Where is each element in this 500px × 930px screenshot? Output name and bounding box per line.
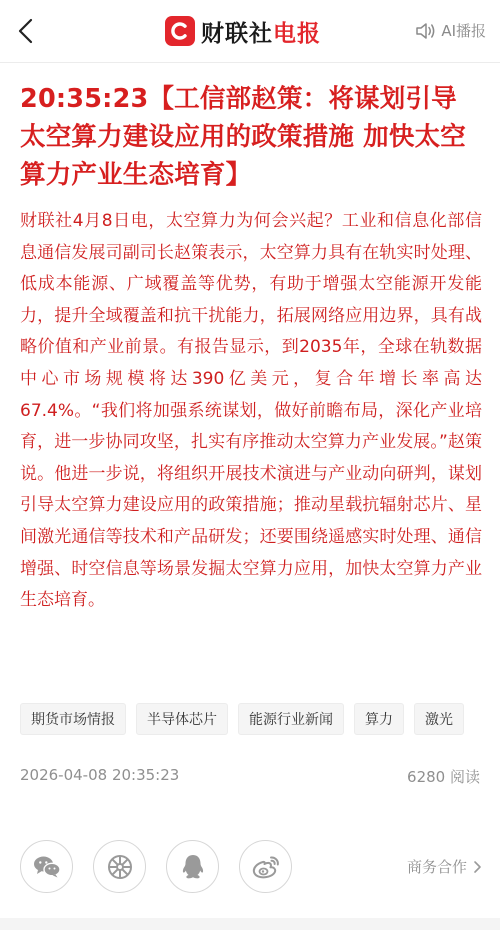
- logo-badge: [165, 16, 195, 46]
- article-headline: 20:35:23【工信部赵策：将谋划引导太空算力建设应用的政策措施 加快太空算力产业生态培育】: [20, 84, 466, 190]
- chevron-left-icon: [12, 14, 42, 48]
- read-count: 6280 阅读: [407, 768, 480, 786]
- weibo-icon: [251, 854, 281, 880]
- back-button[interactable]: [12, 14, 42, 48]
- tag-semiconductor[interactable]: 半导体芯片: [136, 703, 228, 735]
- share-wechat-button[interactable]: [20, 840, 73, 893]
- article-meta: [20, 766, 480, 787]
- article-body: 财联社4月8日电，太空算力为何会兴起？工业和信息化部信息通信发展司副司长赵策表示，太空算力具有在轨实时处理、低成本能源、广域覆盖等优势，有助于增强太空能源开发能力，提升全域覆盖和抗干扰能力，拓展网络应用边界，具有战略价值和产业前景。有报告显示，到2035年，全球在轨数据中心市场规模将达390亿美元，复合年增长率高达67.4%。“我们将加强系统谋划，做好前瞻布局，深化产业培育，进一步协同攻坚，扎实有序推动太空算力产业发展。”赵策说。他进一步说，将组织开展技术演进与产业动向研判，谋划引导太空算力建设应用的政策措施；推动星载抗辐射芯片、星间激光通信等技术和产品研发；还要围绕遥感实时处理、通信增强、时空信息等场景发掘太空算力应用，加快太空算力产业生态培育。: [20, 211, 482, 611]
- business-cooperation-link[interactable]: [407, 856, 482, 877]
- share-bar: [20, 840, 292, 893]
- ai-broadcast-button[interactable]: [415, 20, 486, 41]
- tag-list: [20, 703, 464, 735]
- tag-futures-intel[interactable]: 期货市场情报: [20, 703, 126, 735]
- tag-energy-news[interactable]: 能源行业新闻: [238, 703, 344, 735]
- speaker-icon: [415, 21, 437, 41]
- logo-text: [201, 15, 321, 48]
- article: [20, 80, 482, 617]
- logo-c-icon: [170, 21, 190, 41]
- logo-text-accent: 电报: [273, 20, 321, 47]
- qq-icon: [180, 853, 206, 881]
- moments-icon: [106, 853, 134, 881]
- chevron-right-icon: [473, 860, 482, 874]
- app-logo: [165, 13, 321, 49]
- share-qq-button[interactable]: [166, 840, 219, 893]
- logo-text-main: 财联社: [201, 20, 273, 47]
- tag-laser[interactable]: 激光: [414, 703, 464, 735]
- share-weibo-button[interactable]: [239, 840, 292, 893]
- publish-datetime: 2026-04-08 20:35:23: [20, 766, 180, 784]
- tag-computing-power[interactable]: 算力: [354, 703, 404, 735]
- business-cooperation-label: 商务合作: [406, 858, 467, 876]
- top-bar: [0, 0, 500, 63]
- share-moments-button[interactable]: [93, 840, 146, 893]
- ai-broadcast-label: AI播报: [441, 22, 486, 40]
- wechat-icon: [32, 854, 62, 880]
- bottom-divider: [0, 918, 500, 930]
